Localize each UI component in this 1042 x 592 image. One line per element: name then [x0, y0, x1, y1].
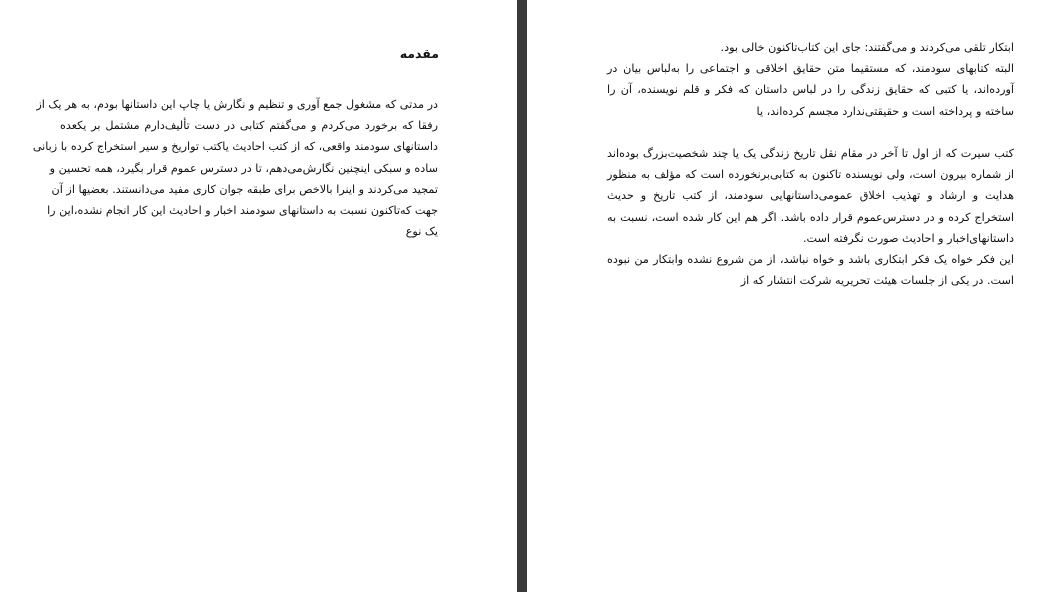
left-page-text [32, 94, 438, 242]
page-heading: مقدمه [399, 46, 439, 61]
text-line: آورده‌اند، یا کتبی که حقایق زندگی را در لباس داستان که فکر و قلم نویسنده، آن را [607, 83, 1014, 97]
text-line [607, 122, 1014, 143]
text-line: هدایت و ارشاد و تهذیب اخلاق عمومی‌داستانهایی سودمند، از کتب تاریخ و حدیث [607, 189, 1014, 203]
text-line: ساخته و پرداخته است و حقیقتی‌ندارد مجسم کرده‌اند، یا [756, 104, 1014, 118]
right-page [527, 0, 1042, 592]
text-line: کتب سیرت که از اول تا آخر در مقام نقل تاریخ زندگی یک یا چند شخصیت‌بزرگ بوده‌اند [607, 146, 1014, 160]
text-line: است. در یکی از جلسات هیئت تحریریه شرکت انتشار که از [740, 274, 1014, 288]
text-line: ساده و سبکی اینچنین نگارش‌می‌دهم، تا در دسترس عموم قرار بگیرد، همه تحسین و [49, 161, 438, 175]
right-page-text [607, 37, 1014, 291]
text-line: داستانهای‌اخبار و احادیث صورت نگرفته است. [802, 231, 1014, 245]
text-line: داستانهای سودمند واقعی، که از کتب احادیث یاکتب تواریخ و سیر استخراج کرده با زبانی [32, 140, 438, 154]
text-line: یک نوع [405, 225, 438, 239]
text-line: این فکر خواه یک فکر ابتکاری باشد و خواه نباشد، از من شروع نشده وابتکار من نبوده [607, 252, 1014, 266]
page-gutter [517, 0, 527, 592]
text-line: جهت که‌تاکنون نسبت به داستانهای سودمند اخبار و احادیث این کار انجام نشده،این را [47, 203, 438, 217]
text-line: البته کتابهای سودمند، که مستقیما متن حقایق اخلاقی و اجتماعی را به‌لباس بیان در [607, 62, 1014, 76]
text-line: از شماره بیرون است، ولی نویسنده تاکنون به کتابی‌برنخورده است که مؤلف به منظور [607, 168, 1014, 182]
text-line: استخراج کرده و در دسترس‌عموم قرار داده باشد. اگر هم این کار شده است، نسبت به [607, 210, 1014, 224]
text-line: ابتکار تلقی می‌کردند و می‌گفتند: جای این کتاب‌تاکنون خالی بود. [720, 41, 1014, 54]
left-page [0, 0, 517, 592]
text-line: در مدتی که مشغول جمع آوری و تنظیم و نگارش یا چاپ این داستانها بودم، به هر یک از [36, 98, 438, 111]
text-line: تمجید می‌کردند و اینرا بالاخص برای طبقه جوان کاری مفید می‌دانستند. بعضیها از آن [51, 182, 438, 196]
text-line: رفقا که برخورد می‌کردم و می‌گفتم کتابی در دست تألیف‌دارم مشتمل بر یکعده [60, 119, 438, 133]
